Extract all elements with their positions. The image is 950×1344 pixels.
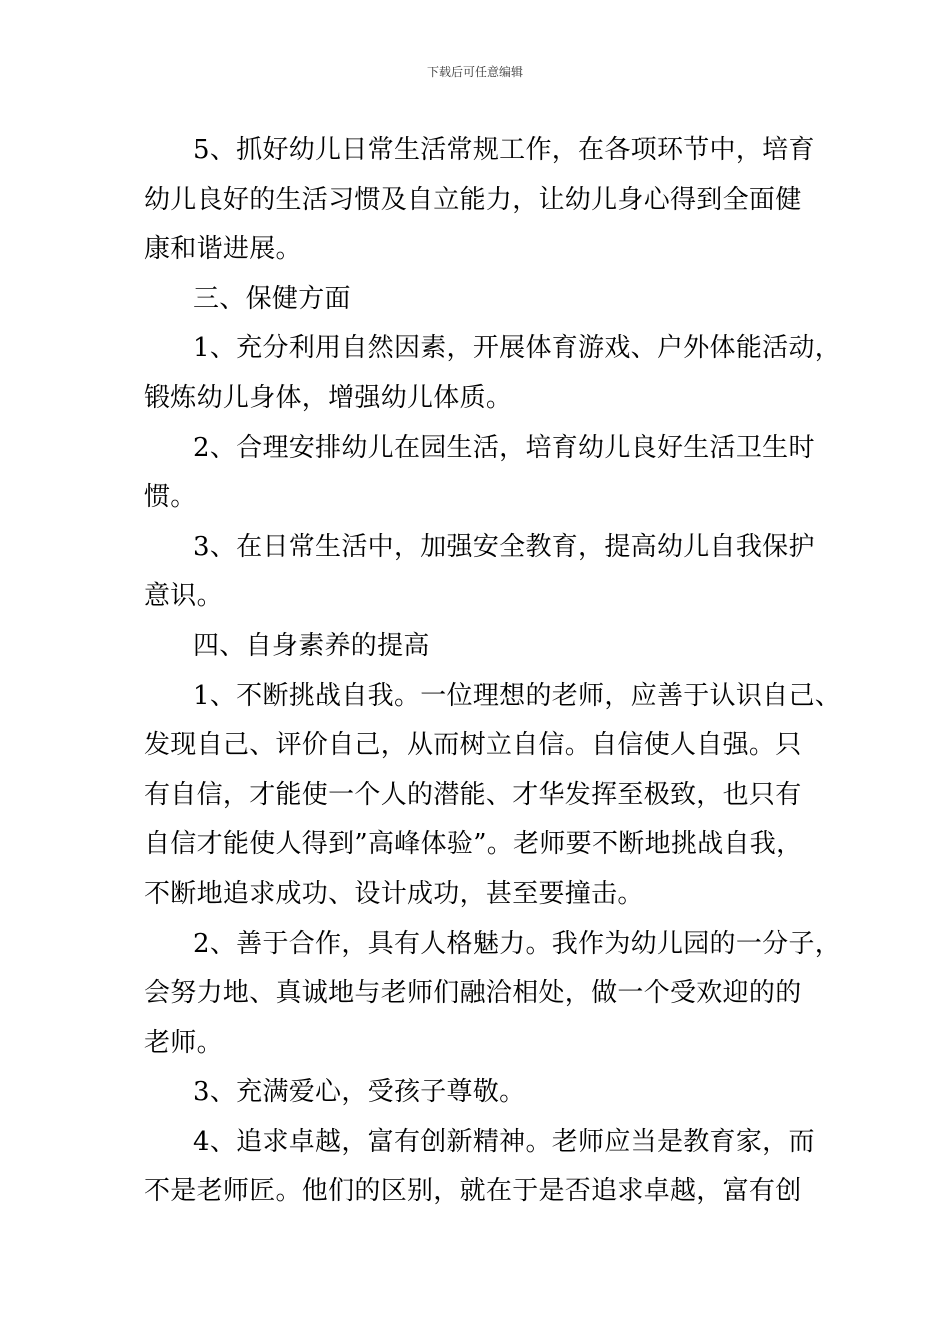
- text-line: 自信才能使人得到”高峰体验”。老师要不断地挑战自我，: [144, 829, 803, 860]
- text-line: 四、自身素养的提高: [193, 630, 430, 661]
- text-line: 4、追求卓越，富有创新精神。老师应当是教育家，而: [193, 1126, 815, 1157]
- paragraph: [144, 672, 842, 920]
- text-line: 不断地追求成功、设计成功，甚至要撞击。: [144, 878, 644, 909]
- paragraph: [144, 523, 834, 622]
- text-line: 三、保健方面: [193, 283, 351, 314]
- text-line: 意识。: [144, 581, 223, 612]
- text-line: 不是老师匠。他们的区别，就在于是否追求卓越，富有创: [144, 1176, 802, 1207]
- text-line: 有自信，才能使一个人的潜能、才华发挥至极致，也只有: [144, 779, 802, 810]
- text-line: 2、合理安排幼儿在园生活，培育幼儿良好生活卫生时: [193, 432, 815, 463]
- page-header: 下载后可任意编辑: [426, 65, 523, 79]
- document-body: [144, 126, 842, 1217]
- text-line: 康和谐进展。: [144, 234, 302, 265]
- text-line: 老师。: [144, 1027, 223, 1058]
- paragraph: [144, 920, 842, 1069]
- paragraph: [144, 1068, 834, 1118]
- paragraph: [144, 1118, 834, 1217]
- paragraph: [144, 424, 834, 523]
- section-heading: [144, 275, 834, 325]
- text-line: 2、善于合作，具有人格魅力。我作为幼儿园的一分子，: [193, 928, 842, 959]
- text-line: 锻炼幼儿身体，增强幼儿体质。: [144, 382, 513, 413]
- text-line: 3、充满爱心，受孩子尊敬。: [193, 1077, 526, 1108]
- text-line: 5、抓好幼儿日常生活常规工作，在各项环节中，培育: [193, 135, 815, 165]
- paragraph: [144, 126, 834, 275]
- text-line: 幼儿良好的生活习惯及自立能力，让幼儿身心得到全面健: [144, 184, 802, 215]
- text-line: 1、充分利用自然因素，开展体育游戏、户外体能活动，: [193, 333, 842, 364]
- text-line: 会努力地、真诚地与老师们融洽相处，做一个受欢迎的的: [144, 978, 802, 1009]
- text-line: 惯。: [144, 482, 197, 513]
- text-line: 发现自己、评价自己，从而树立自信。自信使人自强。只: [144, 730, 802, 761]
- paragraph: [144, 324, 842, 423]
- text-line: 3、在日常生活中，加强安全教育，提高幼儿自我保护: [193, 531, 815, 562]
- section-heading: [144, 622, 834, 672]
- text-line: 1、不断挑战自我。一位理想的老师，应善于认识自己、: [193, 680, 842, 711]
